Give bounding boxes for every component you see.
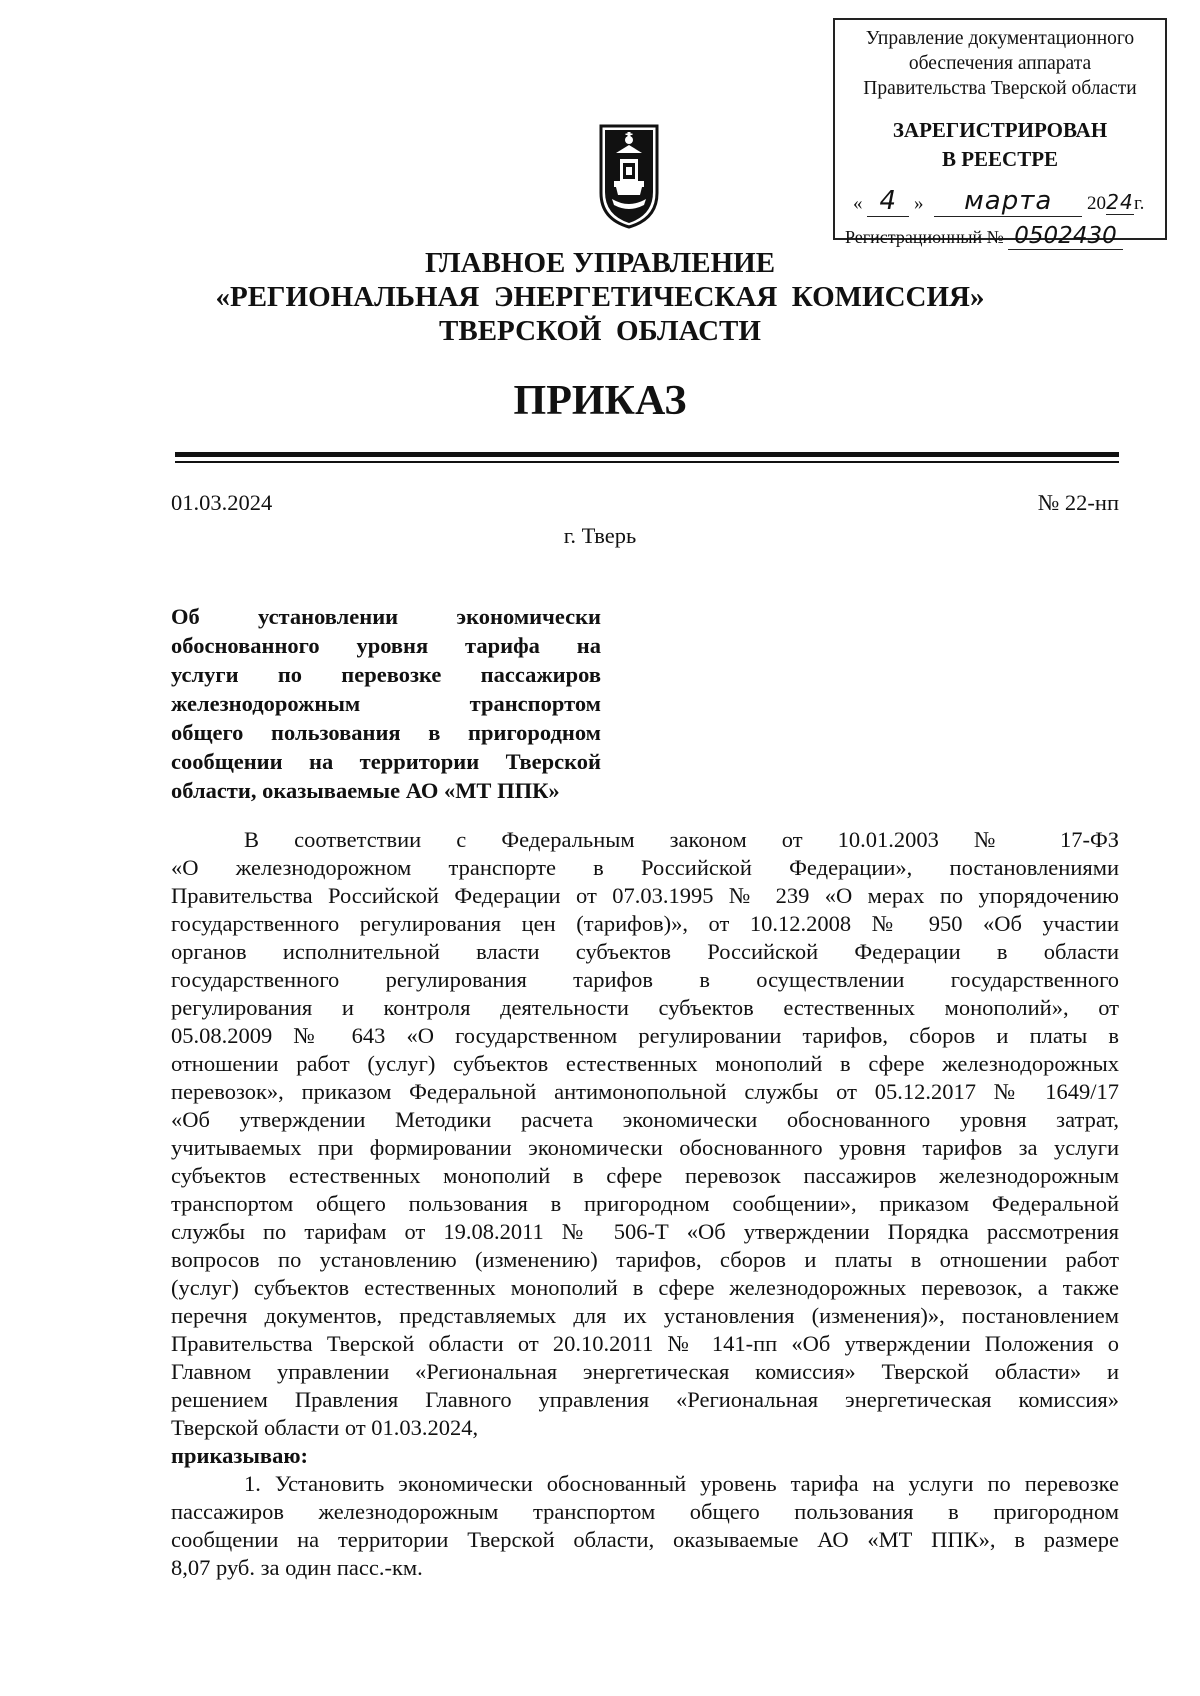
preamble-line: «Об утверждении Методики расчета экономически обоснованного уровня затрат,: [171, 1107, 1119, 1132]
preamble-line: органов исполнительной власти субъектов Российской Федерации в области: [171, 939, 1119, 964]
document-city: г. Тверь: [563, 523, 637, 548]
tver-coat-of-arms-icon: [598, 123, 660, 229]
document-type-title: ПРИКАЗ: [513, 378, 687, 424]
org-name-line-2: «РЕГИОНАЛЬНАЯ ЭНЕРГЕТИЧЕСКАЯ КОМИССИЯ»: [215, 281, 985, 313]
preamble-line: отношении работ (услуг) субъектов естественных монополий в сфере железнодорожных: [171, 1051, 1119, 1076]
preamble-line: государственного регулирования тарифов в осуществлении государственного: [171, 967, 1119, 992]
stamp-date-year-prefix: 20: [1087, 193, 1106, 214]
stamp-department: [835, 26, 1165, 101]
preamble-line: Главном управлении «Региональная энергетическая комиссия» Тверской области» и: [171, 1359, 1119, 1384]
preamble-line: службы по тарифам от 19.08.2011 № 506-Т «Об утверждении Порядка рассмотрения: [171, 1219, 1119, 1244]
preamble-line: регулирования и контроля деятельности субъектов естественных монополий», от: [171, 995, 1119, 1020]
subject-line: области, оказываемые АО «МТ ППК»: [171, 778, 560, 803]
preamble-line: 05.08.2009 № 643 «О государственном регулировании тарифов, сборов и платы в: [171, 1023, 1119, 1048]
stamp-date-year-suffix: 24: [1106, 190, 1134, 214]
order-item-line: пассажиров железнодорожным транспортом общего пользования в пригородном: [171, 1499, 1119, 1524]
preamble-line: перевозок», приказом Федеральной антимонопольной службы от 05.12.2017 № 1649/17: [171, 1079, 1119, 1104]
order-item-line: 8,07 руб. за один пасс.-км.: [171, 1555, 423, 1580]
preamble-line: субъектов естественных монополий в сфере перевозок пассажиров железнодорожным: [171, 1163, 1119, 1188]
stamp-date: [853, 186, 1144, 217]
stamp-date-quote-open: «: [853, 193, 863, 214]
document-subject: [171, 602, 601, 805]
stamp-department-line: Правительства Тверской области: [863, 78, 1137, 99]
preamble-line: Правительства Российской Федерации от 07.03.1995 № 239 «О мерах по упорядочению: [171, 883, 1119, 908]
document-body: [171, 826, 1119, 1582]
stamp-registered-line: ЗАРЕГИСТРИРОВАН: [892, 118, 1108, 142]
stamp-number-value: 0502430: [1008, 223, 1122, 250]
stamp-registered: [835, 116, 1165, 174]
preamble-line: вопросов по установлению (изменению) тарифов, сборов и платы в отношении работ: [171, 1247, 1119, 1272]
preamble-line: В соответствии с Федеральным законом от 10.01.2003 № 17-ФЗ: [244, 827, 1119, 852]
subject-line: сообщении на территории Тверской: [171, 749, 601, 774]
preamble-line: Правительства Тверской области от 20.10.2011 № 141-пп «Об утверждении Положения о: [171, 1331, 1119, 1356]
order-item-line: 1. Установить экономически обоснованный уровень тарифа на услуги по перевозке: [244, 1471, 1119, 1496]
preamble-line: «О железнодорожном транспорте в Российской Федерации», постановлениями: [171, 855, 1119, 880]
preamble-line: перечня документов, представляемых для их установления (изменения)», постановлением: [171, 1303, 1119, 1328]
document-number: № 22-нп: [1037, 490, 1119, 515]
stamp-department-line: обеспечения аппарата: [908, 53, 1092, 74]
subject-line: обоснованного уровня тарифа на: [171, 633, 601, 658]
stamp-date-day: 4: [867, 186, 909, 217]
preamble-line: государственного регулирования цен (тарифов)», от 10.12.2008 № 950 «Об участии: [171, 911, 1119, 936]
order-item-line: сообщении на территории Тверской области, оказываемые АО «МТ ППК», в размере: [171, 1527, 1119, 1552]
preamble-line: учитываемых при формировании экономически обоснованного уровня тарифов за услуги: [171, 1135, 1119, 1160]
header-divider-thick: [175, 452, 1119, 457]
stamp-date-month: марта: [934, 186, 1082, 217]
stamp-registered-line: В РЕЕСТРЕ: [941, 147, 1059, 171]
registration-stamp: [833, 18, 1167, 249]
preamble-line: транспортом общего пользования в пригородном сообщении», приказом Федеральной: [171, 1191, 1119, 1216]
preamble-line: решением Правления Главного управления «Региональная энергетическая комиссия»: [171, 1387, 1119, 1412]
stamp-date-year-unit: г.: [1134, 193, 1145, 214]
order-word: приказываю:: [171, 1443, 309, 1468]
stamp-number-label: Регистрационный №: [845, 227, 1004, 247]
subject-line: общего пользования в пригородном: [171, 720, 601, 745]
subject-line: услуги по перевозке пассажиров: [171, 662, 601, 687]
stamp-date-quote-close: »: [914, 193, 924, 214]
header-divider-thin: [175, 461, 1119, 463]
subject-line: Об установлении экономически: [171, 604, 601, 629]
org-name-line-1: ГЛАВНОЕ УПРАВЛЕНИЕ: [424, 247, 776, 279]
preamble-line: (услуг) субъектов естественных монополий в сфере железнодорожных перевозок, а также: [171, 1275, 1119, 1300]
preamble-line: Тверской области от 01.03.2024,: [171, 1415, 479, 1440]
org-name-line-3: ТВЕРСКОЙ ОБЛАСТИ: [439, 315, 761, 347]
stamp-department-line: Управление документационного: [865, 28, 1135, 49]
document-date: 01.03.2024: [171, 490, 273, 515]
subject-line: железнодорожным транспортом: [171, 691, 601, 716]
